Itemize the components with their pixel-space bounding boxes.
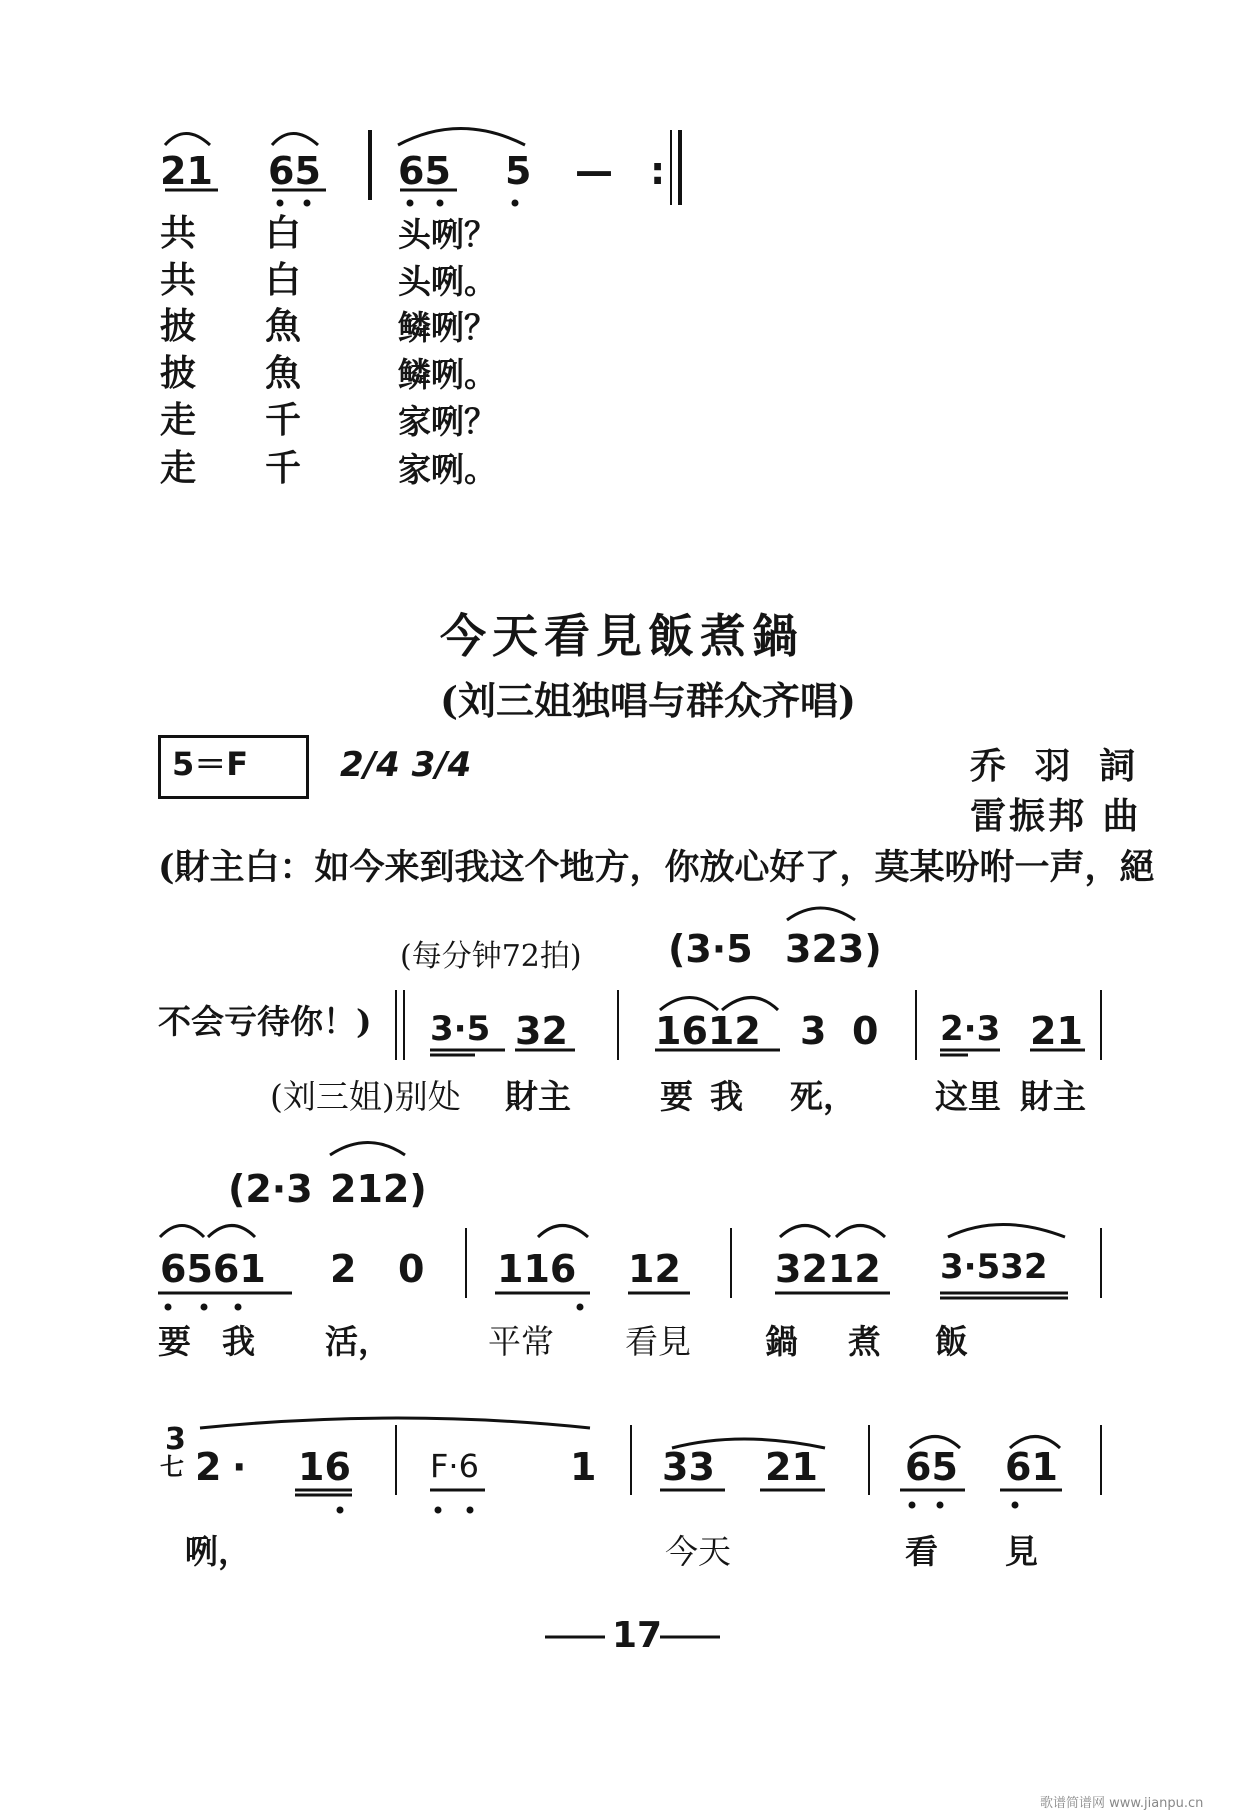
note-group: 65 <box>905 1445 958 1489</box>
note-group: 65 <box>398 149 451 193</box>
bar-line <box>1100 990 1102 1060</box>
lyric: 共 <box>160 212 197 254</box>
lyric: 魚 <box>265 352 302 394</box>
lyric: 走 <box>160 447 197 489</box>
note-group: 6561 <box>160 1247 266 1291</box>
note: 1 <box>570 1445 597 1489</box>
tempo-marking: (每分钟72拍) <box>400 939 582 974</box>
composer-credit: 雷振邦 曲 <box>970 795 1142 837</box>
lyric: 看見 <box>625 1322 691 1361</box>
bar-line-final <box>678 130 682 205</box>
bar-line <box>368 130 372 200</box>
lyric: 白 <box>265 212 302 254</box>
spoken-line: 不会亏待你！) <box>158 1002 372 1041</box>
lyric: 披 <box>160 352 197 394</box>
note: 2 <box>330 1247 357 1291</box>
note-group: 5 <box>505 149 532 193</box>
bar-line <box>670 130 672 205</box>
spoken-line: (財主白：如今来到我这个地方，你放心好了，莫某吩咐一声，絕 <box>158 847 1155 888</box>
lyric: 咧， <box>185 1532 251 1571</box>
note: 2 <box>195 1445 222 1489</box>
lyricist-credit: 乔 羽 詞 <box>970 745 1144 787</box>
song-title: 今天看見飯煮鍋 <box>440 609 804 663</box>
lyric: 煮 <box>848 1322 881 1361</box>
bar-line <box>403 990 405 1060</box>
repeat-sign: : <box>650 149 666 193</box>
time-change-mark: 七 <box>160 1453 184 1481</box>
note-group: 33 <box>662 1445 715 1489</box>
note-group: 61 <box>1005 1445 1058 1489</box>
song-subtitle: (刘三姐独唱与群众齐唱) <box>440 678 856 723</box>
lyric: 我 <box>222 1322 255 1361</box>
key-signature: 5＝F <box>172 745 249 783</box>
bar-line <box>630 1425 632 1495</box>
lyric: 白 <box>265 259 302 301</box>
dot-extension: · <box>232 1445 247 1489</box>
rest: 0 <box>852 1009 879 1053</box>
note-group: 3·532 <box>940 1247 1048 1287</box>
lyric: 披 <box>160 305 197 347</box>
lyric: 飯 <box>935 1322 968 1361</box>
lyric: 死， <box>790 1077 856 1116</box>
lyric: 財主 <box>1020 1077 1086 1116</box>
lyric: 走 <box>160 399 197 441</box>
page-number: 17 <box>612 1615 663 1656</box>
bar-line <box>395 1425 397 1495</box>
note-group: 21 <box>765 1445 818 1489</box>
intro-notes: 212) <box>330 1167 427 1211</box>
lyric: 千 <box>265 447 302 489</box>
note-group: 21 <box>160 149 213 193</box>
lyric: 鳞咧。 <box>398 355 497 394</box>
bar-line <box>465 1228 467 1298</box>
bar-line <box>395 990 397 1060</box>
intro-notes: (2·3 <box>228 1167 313 1211</box>
lyric: 鍋 <box>765 1322 798 1361</box>
note-group: F·6 <box>430 1447 479 1485</box>
note-group: 1612 <box>655 1009 761 1053</box>
lyric: 千 <box>265 399 302 441</box>
time-change-numerator: 3 <box>165 1422 186 1457</box>
lyric: 鳞咧？ <box>398 308 497 347</box>
lyric: 共 <box>160 259 197 301</box>
lyric: 財主 <box>505 1077 571 1116</box>
note-group: 3·5 <box>430 1009 491 1049</box>
hold-dash: — <box>575 149 613 193</box>
note-group: 12 <box>628 1247 681 1291</box>
note-group: 16 <box>298 1445 351 1489</box>
note-group: 2·3 <box>940 1009 1001 1049</box>
note-group: 116 <box>497 1247 577 1291</box>
note-group: 21 <box>1030 1009 1083 1053</box>
watermark: 歌谱简谱网 www.jianpu.cn <box>1040 1796 1204 1811</box>
lyric: 平常 <box>488 1322 554 1361</box>
lyric: 头咧。 <box>398 262 497 301</box>
bar-line <box>1100 1228 1102 1298</box>
note: 3 <box>800 1009 827 1053</box>
lyric: 这里 <box>935 1077 1001 1116</box>
lyric: 要 <box>660 1077 693 1116</box>
intro-notes: 323) <box>785 927 882 971</box>
bar-line <box>730 1228 732 1298</box>
lyric: 家咧？ <box>398 402 497 441</box>
rest: 0 <box>398 1247 425 1291</box>
intro-notes: (3·5 <box>668 927 753 971</box>
lyric: 今天 <box>665 1532 731 1571</box>
bar-line <box>868 1425 870 1495</box>
bar-line <box>915 990 917 1060</box>
note-group: 3212 <box>775 1247 881 1291</box>
bar-line <box>617 990 619 1060</box>
lyric: 看 <box>905 1532 938 1571</box>
lyric: 我 <box>710 1077 743 1116</box>
note-group: 65 <box>268 149 321 193</box>
lyric: 活， <box>325 1322 391 1361</box>
lyric: 头咧？ <box>398 215 497 254</box>
lyric: (刘三姐)别处 <box>270 1077 461 1116</box>
lyric: 魚 <box>265 305 302 347</box>
lyric: 見 <box>1005 1532 1038 1571</box>
lyric: 家咧。 <box>398 450 497 489</box>
bar-line <box>1100 1425 1102 1495</box>
lyric: 要 <box>158 1322 191 1361</box>
time-signatures: 2/4 3/4 <box>340 745 472 785</box>
note-group: 32 <box>515 1009 568 1053</box>
